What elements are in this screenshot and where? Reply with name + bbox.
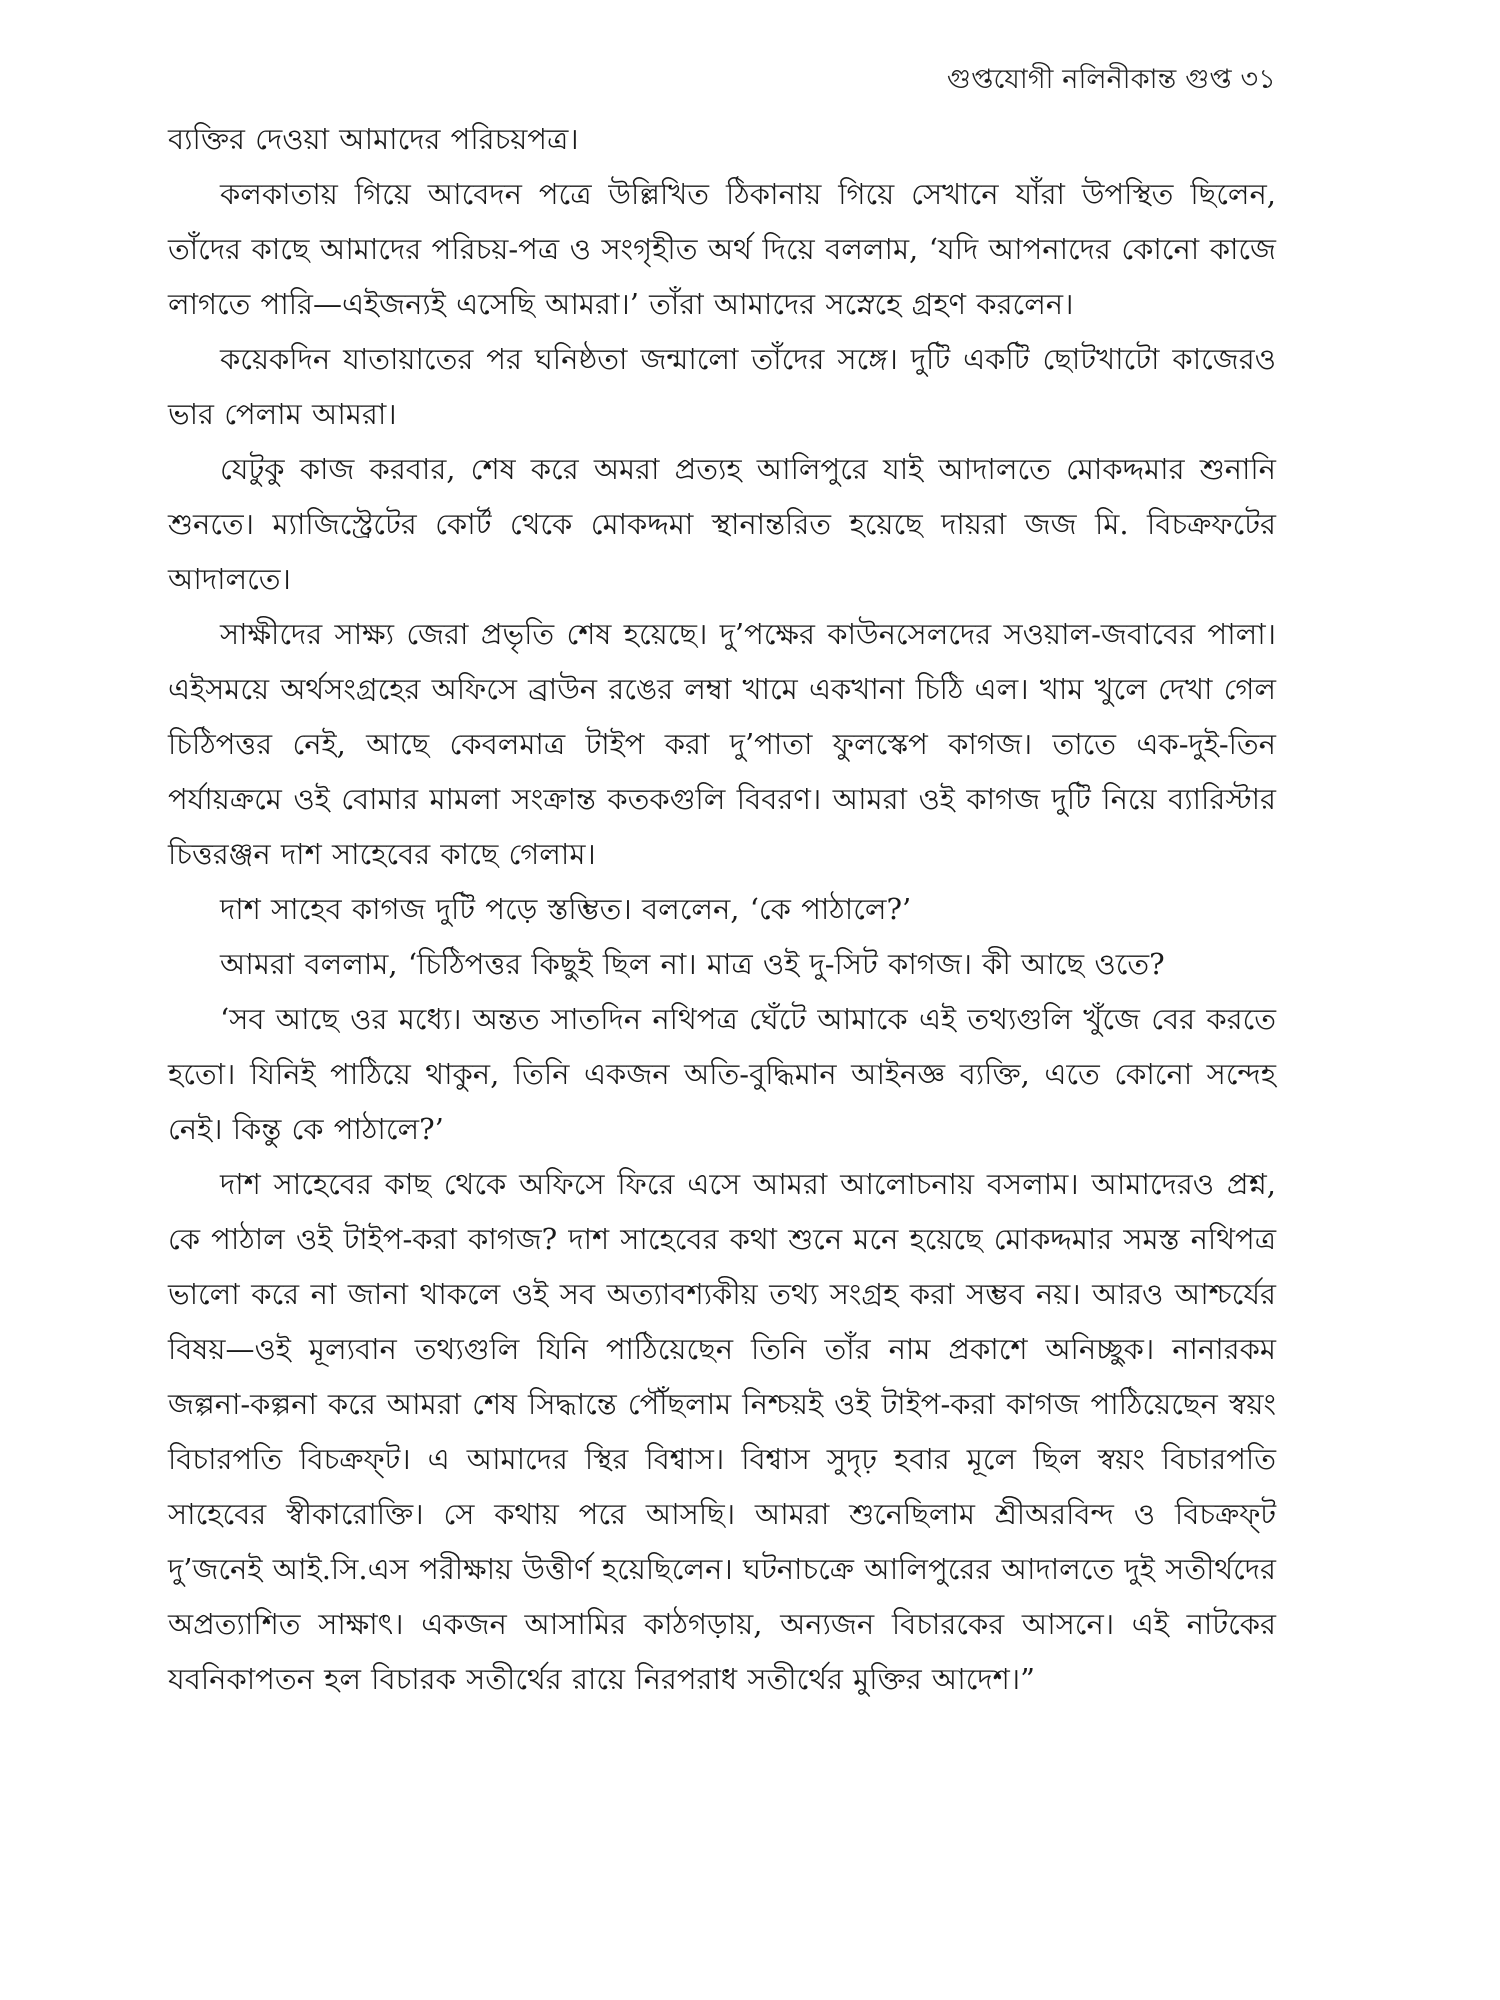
paragraph-5: সাক্ষীদের সাক্ষ্য জেরা প্রভৃতি শেষ হয়েছে। দু’পক্ষের কাউনসেলদের সওয়াল-জবাবের পালা। এইসময়ে অর্থসংগ্রহের অফিসে ব্রাউন রঙের লম্বা খামে একখানা চিঠি এল। খাম খুলে দেখা গেল চিঠিপত্তর নেই, আছে কেবলমাত্র টাইপ করা দু’পাতা ফুলস্কেপ কাগজ। তাতে এক-দুই-তিন পর্যায়ক্রমে ওই বোমার মামলা সংক্রান্ত কতকগুলি বিবরণ। আমরা ওই কাগজ দুটি নিয়ে ব্যারিস্টার চিত্তরঞ্জন দাশ সাহেবের কাছে গেলাম। xyxy=(168,617,1276,871)
paragraph-3: কয়েকদিন যাতায়াতের পর ঘনিষ্ঠতা জন্মালো তাঁদের সঙ্গে। দুটি একটি ছোটখাটো কাজেরও ভার পেলাম আমরা। xyxy=(168,342,1276,431)
paragraph-1: ব্যক্তির দেওয়া আমাদের পরিচয়পত্র। xyxy=(168,122,579,156)
paragraph-8: ‘সব আছে ওর মধ্যে। অন্তত সাতদিন নথিপত্র ঘেঁটে আমাকে এই তথ্যগুলি খুঁজে বের করতে হতো। যিনিই পাঠিয়ে থাকুন, তিনি একজন অতি-বুদ্ধিমান আইনজ্ঞ ব্যক্তি, এতে কোনো সন্দেহ নেই। কিন্তু কে পাঠালে?’ xyxy=(168,1002,1276,1146)
paragraph-4: যেটুকু কাজ করবার, শেষ করে অমরা প্রত্যহ আলিপুরে যাই আদালতে মোকদ্দমার শুনানি শুনতে। ম্যাজিস্ট্রেটের কোর্ট থেকে মোকদ্দমা স্থানান্তরিত হয়েছে দায়রা জজ মি. বিচক্রফটের আদালতে। xyxy=(168,452,1276,596)
body-text xyxy=(168,112,1276,1707)
paragraph-2: কলকাতায় গিয়ে আবেদন পত্রে উল্লিখিত ঠিকানায় গিয়ে সেখানে যাঁরা উপস্থিত ছিলেন, তাঁদের কাছে আমাদের পরিচয়-পত্র ও সংগৃহীত অর্থ দিয়ে বললাম, ‘যদি আপনাদের কোনো কাজে লাগতে পারি—এইজন্যই এসেছি আমরা।’ তাঁরা আমাদের সস্নেহে গ্রহণ করলেন। xyxy=(168,177,1276,321)
book-page xyxy=(168,60,1276,1960)
paragraph-7: আমরা বললাম, ‘চিঠিপত্তর কিছুই ছিল না। মাত্র ওই দু-সিট কাগজ। কী আছে ওতে? xyxy=(220,947,1165,981)
paragraph-9: দাশ সাহেবের কাছ থেকে অফিসে ফিরে এসে আমরা আলোচনায় বসলাম। আমাদেরও প্রশ্ন, কে পাঠাল ওই টাইপ-করা কাগজ? দাশ সাহেবের কথা শুনে মনে হয়েছে মোকদ্দমার সমস্ত নথিপত্র ভালো করে না জানা থাকলে ওই সব অত্যাবশ্যকীয় তথ্য সংগ্রহ করা সম্ভব নয়। আরও আশ্চর্যের বিষয়—ওই মূল্যবান তথ্যগুলি যিনি পাঠিয়েছেন তিনি তাঁর নাম প্রকাশে অনিচ্ছুক। নানারকম জল্পনা-কল্পনা করে আমরা শেষ সিদ্ধান্তে পৌঁছলাম নিশ্চয়ই ওই টাইপ-করা কাগজ পাঠিয়েছেন স্বয়ং বিচারপতি বিচক্রফ্‌ট। এ আমাদের স্থির বিশ্বাস। বিশ্বাস সুদৃঢ় হবার মূলে ছিল স্বয়ং বিচারপতি সাহেবের স্বীকারোক্তি। সে কথায় পরে আসছি। আমরা শুনেছিলাম শ্রীঅরবিন্দ ও বিচক্রফ্‌ট দু’জনেই আই.সি.এস পরীক্ষায় উত্তীর্ণ হয়েছিলেন। ঘটনাচক্রে আলিপুরের আদালতে দুই সতীর্থদের অপ্রত্যাশিত সাক্ষাৎ। একজন আসামির কাঠগড়ায়, অন্যজন বিচারকের আসনে। এই নাটকের যবনিকাপতন হল বিচারক সতীর্থের রায়ে নিরপরাধ সতীর্থের মুক্তির আদেশ।” xyxy=(168,1167,1276,1696)
running-header: গুপ্তযোগী নলিনীকান্ত গুপ্ত ৩১ xyxy=(946,64,1276,95)
paragraph-6: দাশ সাহেব কাগজ দুটি পড়ে স্তম্ভিত। বললেন, ‘কে পাঠালে?’ xyxy=(220,892,912,926)
